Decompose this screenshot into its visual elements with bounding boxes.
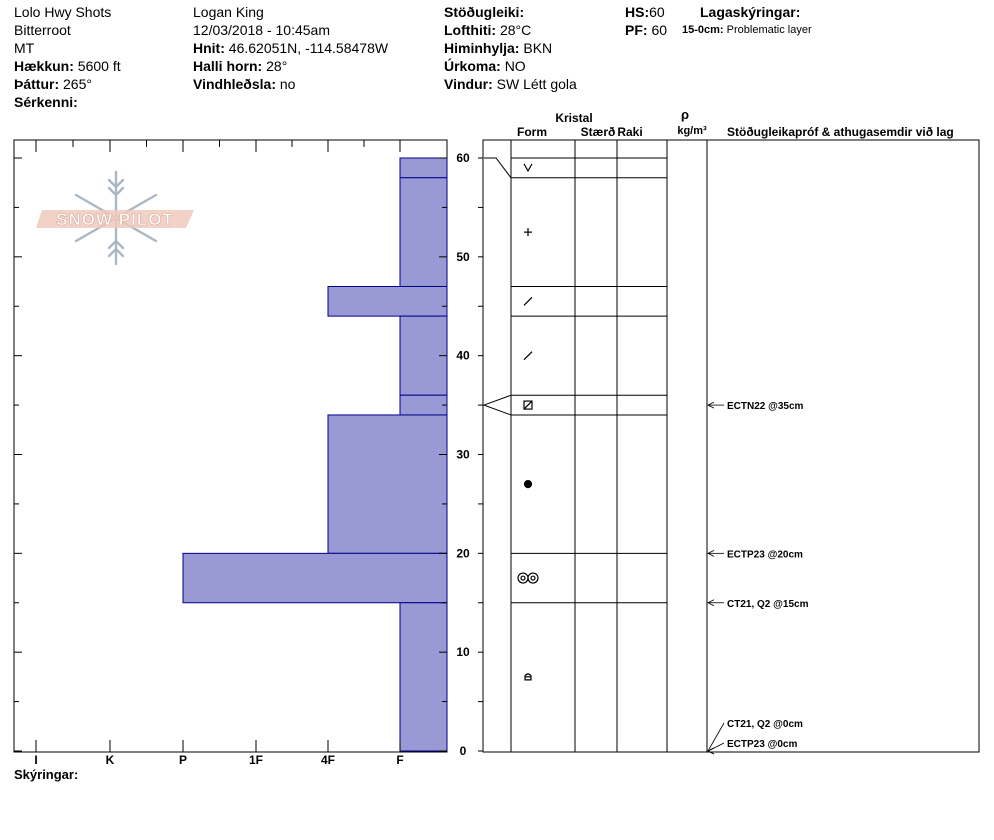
wind-value: SW Létt gola	[496, 76, 577, 92]
sky-value: BKN	[523, 40, 553, 56]
range-name: Bitterroot	[14, 22, 71, 38]
slash-icon	[524, 297, 532, 305]
dot-icon	[525, 481, 532, 488]
hardness-tick-label-4: 4F	[320, 753, 336, 767]
square-diag	[524, 401, 532, 409]
density-unit-header: kg/m³	[677, 125, 707, 137]
v-icon	[524, 164, 532, 171]
wind-row: Vindur: SW Létt gola	[444, 76, 577, 92]
slash-icon	[524, 352, 532, 360]
stability-test-1	[708, 549, 803, 560]
pf-value: 60	[651, 22, 668, 38]
hardness-tick-label-2: P	[178, 753, 188, 767]
dot-mark	[525, 481, 532, 488]
coords-row: Hnit: 46.62051N, -114.58478W	[193, 40, 389, 56]
observation-datetime: 12/03/2018 - 10:45am	[193, 22, 330, 38]
specifics-row: Sérkenni:	[14, 94, 78, 110]
size-header: Stærð	[580, 125, 616, 139]
observer-name: Logan King	[193, 4, 264, 20]
layer-notes-title: Lagaskýringar:	[700, 4, 801, 20]
pf-row: PF: 60	[625, 22, 668, 38]
aspect-value: 265°	[63, 76, 92, 92]
hardness-bar-0	[400, 158, 447, 178]
hardness-bar-1	[400, 178, 447, 287]
stability-row: Stöðugleiki:	[444, 4, 525, 20]
hardness-tick-label-0: I	[34, 753, 38, 767]
test-label: ECTP23 @20cm	[727, 549, 803, 561]
profile-table-frame	[483, 140, 979, 752]
layer-note-text: Problematic layer	[726, 24, 812, 36]
double-ring-icon	[518, 573, 538, 583]
hardness-bar-2	[328, 286, 447, 316]
logo-text: SNOW PILOT	[56, 210, 174, 229]
depth-label-50: 50	[456, 249, 470, 264]
hardness-tick-label-3: 1F	[248, 753, 264, 767]
test-label: ECTN22 @35cm	[727, 401, 804, 413]
wind-loading-value: no	[279, 76, 296, 92]
test-label: CT21, Q2 @15cm	[727, 598, 809, 610]
hs-value: 60	[649, 4, 665, 20]
air-temp-value: 28°C	[499, 22, 532, 38]
elevation-value: 5600 ft	[77, 58, 121, 74]
coords-value: 46.62051N, -114.58478W	[228, 40, 389, 56]
depth-label-60: 60	[456, 151, 470, 165]
ring-right	[528, 573, 538, 583]
test-layer-connector	[484, 395, 511, 415]
test-label: CT21, Q2 @0cm	[727, 719, 803, 730]
footer-label: Skýringar:	[14, 767, 79, 782]
ring-left	[518, 573, 528, 583]
hollow-cup-icon	[525, 674, 531, 680]
hardness-bar-5	[328, 415, 447, 553]
stability-test-0	[708, 401, 804, 412]
crystal-header: Kristal	[555, 111, 593, 125]
layer-note-row: 15-0cm: Problematic layer	[682, 24, 812, 36]
rho-header: ρ	[680, 107, 690, 122]
hardness-tick-label-1: K	[105, 753, 115, 767]
precip-value: NO	[504, 58, 526, 74]
hollow-square-icon	[524, 401, 532, 409]
ring-right-inner	[531, 576, 535, 580]
sky-row: Himinhylja: BKN	[444, 40, 553, 56]
stability-test-2	[708, 599, 809, 610]
ring-left-inner	[521, 576, 525, 580]
elevation-row: Hækkun: 5600 ft	[14, 58, 121, 74]
plus-icon	[524, 228, 532, 236]
slope-value: 28°	[266, 58, 288, 74]
depth-label-30: 30	[456, 447, 470, 462]
form-header: Form	[517, 125, 547, 139]
aspect-row: Þáttur: 265°	[14, 76, 92, 92]
depth-label-40: 40	[456, 348, 470, 363]
hardness-bar-7	[400, 603, 447, 751]
slash-mark	[524, 297, 532, 305]
location-name: Lolo Hwy Shots	[14, 4, 112, 20]
hardness-tick-label-5: F	[396, 753, 404, 767]
wind-loading-row: Vindhleðsla: no	[193, 76, 296, 92]
moisture-header: Raki	[617, 125, 643, 139]
depth-label-0: 0	[459, 744, 467, 758]
slope-row: Halli horn: 28°	[193, 58, 288, 74]
hardness-bar-4	[400, 395, 447, 415]
test-label: ECTP23 @0cm	[727, 739, 798, 750]
state-name: MT	[14, 40, 35, 56]
depth-label-10: 10	[456, 645, 470, 660]
top-layer-connector	[484, 158, 511, 178]
air-temp-row: Lofthiti: 28°C	[444, 22, 532, 38]
precip-row: Úrkoma: NO	[444, 58, 526, 74]
slash-mark	[524, 352, 532, 360]
comments-header: Stöðugleikapróf & athugasemdir við lag	[727, 125, 954, 139]
v-mark	[524, 164, 532, 171]
depth-label-20: 20	[456, 546, 470, 561]
hardness-bar-6	[183, 553, 447, 602]
hs-row: HS:60	[625, 4, 665, 20]
